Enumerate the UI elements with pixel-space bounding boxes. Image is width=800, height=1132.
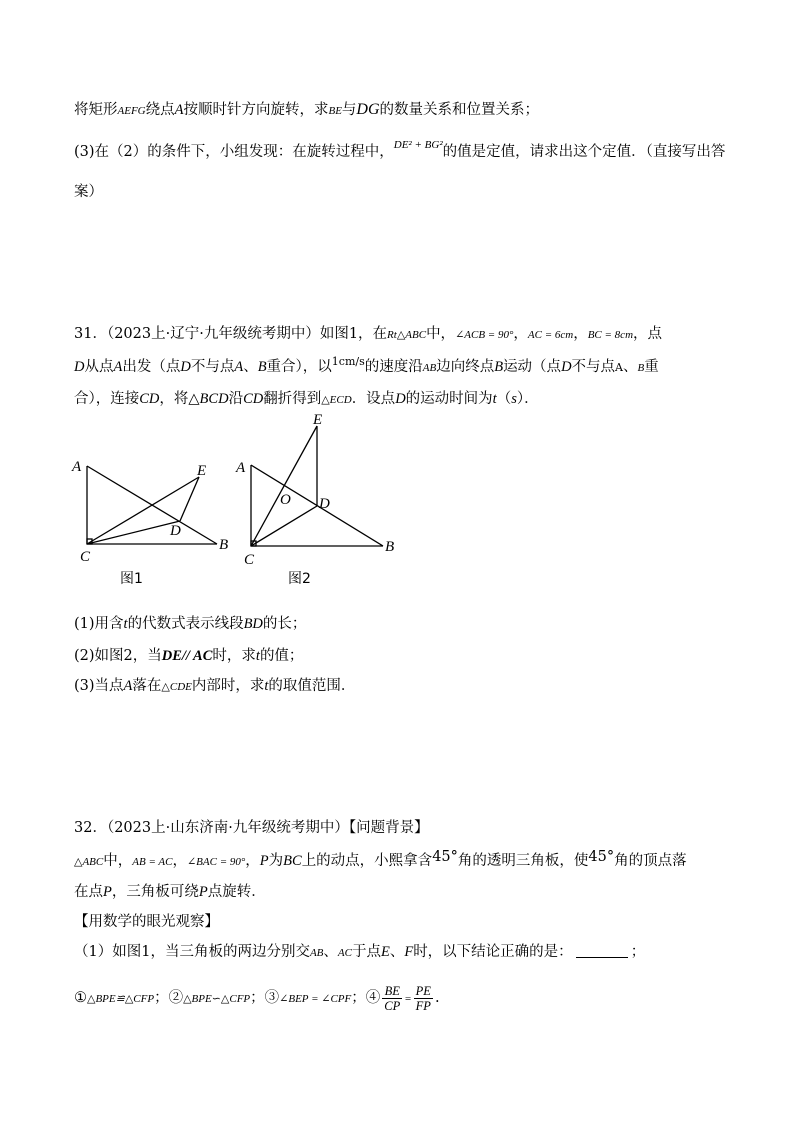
q32-line3: 在点P，三角板可绕P点旋转． bbox=[74, 884, 266, 900]
q32-line4: 【用数学的眼光观察】 bbox=[74, 914, 219, 930]
fig1-label-e: E bbox=[197, 463, 207, 479]
q31-subq2: (2)如图2，当DE// AC时，求t的值； bbox=[74, 648, 304, 664]
fig1-seg-de bbox=[180, 477, 199, 521]
figure-1-caption: 图1 bbox=[120, 571, 143, 587]
fig2-label-c: C bbox=[244, 552, 255, 568]
fraction-be-cp: $\frac{BE}{CP}$ bbox=[384, 983, 401, 1013]
math-aefg: AEFG bbox=[117, 105, 146, 117]
fig2-label-a: A bbox=[236, 460, 246, 476]
fig1-label-b: B bbox=[219, 537, 229, 553]
q31-line1: 31．（2023上·辽宁·九年级统考期中）如图1，在Rt△ABC中，∠ACB = 90°，AC = 6cm，BC = 8cm，点 bbox=[74, 326, 663, 342]
fig2-label-o: O bbox=[280, 492, 291, 508]
q31-subq1: (1)用含t的代数式表示线段BD的长； bbox=[74, 616, 307, 632]
fig2-label-d: D bbox=[319, 496, 330, 512]
q30-continuation-line: 将矩形AEFG绕点A按顺时针方向旋转，求BE与DG的数量关系和位置关系； bbox=[74, 101, 540, 118]
fig2-label-b: B bbox=[385, 539, 395, 555]
q31-subq3: (3)当点A落在△CDE内部时，求t的取值范围． bbox=[74, 678, 356, 694]
q32-line2: △ABC中，AB = AC，∠BAC = 90°，P为BC上的动点，小熙拿含45°角的透明三角板，使45°角的顶点落 bbox=[74, 849, 687, 869]
figure-2-caption: 图2 bbox=[288, 571, 311, 587]
q31-line3: 合），连接CD，将△BCD沿CD翻折得到△ECD．设点D的运动时间为t（s）． bbox=[74, 391, 539, 407]
fig2-seg-cd bbox=[251, 506, 317, 546]
fig1-label-d: D bbox=[170, 523, 181, 539]
q32-line5: （1）如图1，当三角板的两边分别交AB、AC于点E、F时，以下结论正确的是： ； bbox=[74, 944, 646, 960]
fig1-label-a: A bbox=[72, 459, 82, 475]
fig1-label-c: C bbox=[80, 549, 91, 565]
math-de2-bg2: DE² + BG² bbox=[393, 139, 443, 151]
figure-2 bbox=[232, 412, 407, 572]
q32-line1: 32．（2023上·山东济南·九年级统考期中）【问题背景】 bbox=[74, 820, 429, 836]
q32-options-line: ①△BPE≌△CFP；②△BPE∽△CFP；③∠BEP = ∠CPF；④ $\frac{BE}{CP}$ = $\frac{PE}{FP}$ . bbox=[74, 983, 440, 1013]
fig1-seg-cd bbox=[87, 521, 180, 544]
q30-part3-line: (3)在（2）的条件下，小组发现：在旋转过程中，$^{DE^2 + BG^2}$的值是定值，请求出这个定值．（直接写出答 bbox=[74, 139, 726, 160]
fig2-label-e: E bbox=[313, 412, 323, 428]
fig2-seg-ce bbox=[251, 426, 317, 546]
q30-part3-line2: 案） bbox=[74, 184, 103, 200]
q31-line2: D从点A出发（点D不与点A、B重合），以$^{1cm/s}$的速度沿AB边向终点B运动（点D不与点A、B重 bbox=[74, 355, 659, 375]
fig1-seg-ce bbox=[87, 477, 199, 544]
figure-1 bbox=[70, 455, 240, 565]
fraction-pe-fp: $\frac{PE}{FP}$ bbox=[415, 983, 431, 1013]
answer-blank bbox=[576, 943, 628, 958]
